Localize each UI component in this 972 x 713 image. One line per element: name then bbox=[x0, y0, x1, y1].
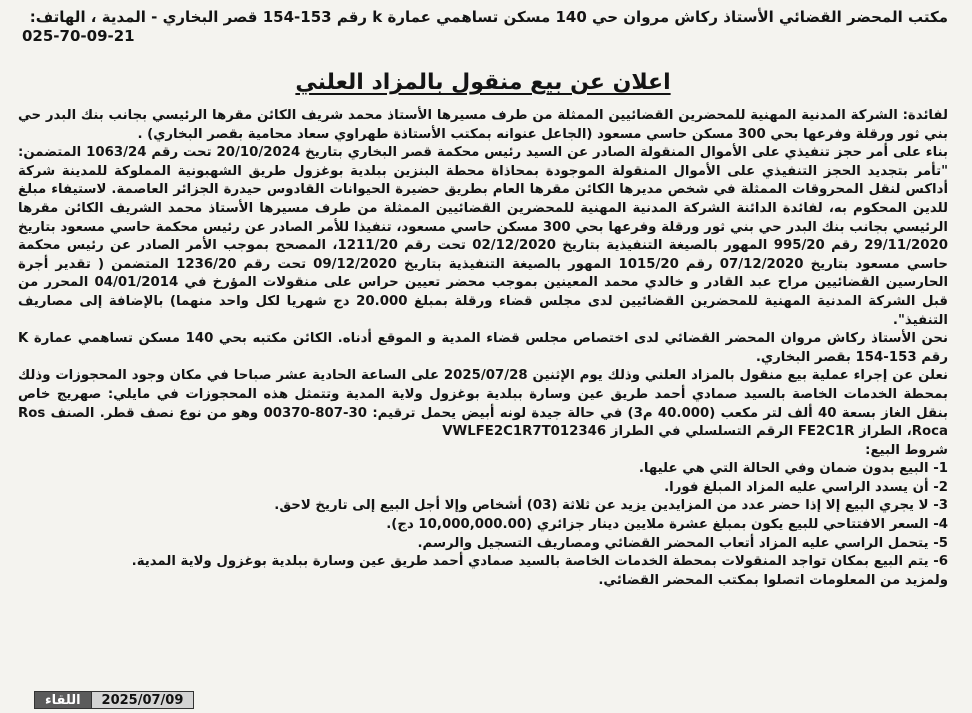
office-phone: 025-70-09-21 bbox=[22, 27, 135, 45]
conditions-title: شروط البيع: bbox=[865, 442, 948, 458]
closing-note: ولمزيد من المعلومات اتصلوا بمكتب المحضر القضائي. bbox=[598, 572, 948, 588]
office-header: مكتب المحضر القضائي الأستاذ ركاش مروان حي 140 مسكن تساهمي عمارة k رقم 153-154 قصر البخاري - المدية ، الهاتف: bbox=[29, 8, 948, 26]
announcement-body bbox=[18, 107, 948, 442]
newspaper-footer bbox=[34, 691, 194, 709]
condition-item: 4- السعر الافتتاحي للبيع يكون بمبلغ عشرة ملايين دينار جزائري (10,000,000.00 دج). bbox=[386, 517, 948, 533]
condition-item: 1- البيع بدون ضمان وفي الحالة التي هي عليها. bbox=[638, 461, 948, 477]
paragraph-seizure-order: بناء على أمر حجز تنفيذي على الأموال المنقولة الصادر عن السيد رئيس محكمة قصر البخاري بتاريخ 20/10/2024 تحت رقم 1063/24 المتضمن: "تأمر بتجديد الحجز التنفيذي على الأموال المنقولة الموجودة بمحاذاة محطة البنزين ببلدية بوغزول طريق الشهبونية المملوكة للمدينة شركة أداكس لنقل المحروقات الممثلة في شخص مديرها الكائن مقرها العام بطريق حضيرة الحيوانات القادوس حيدرة الجزائر العاصمة. لاستيفاء مبلغ للدين المحكوم به، لفائدة الدائنة الشركة المدنية المهنية للمحضرين القضائيين الممثلة من طرف مسيرها الأستاذ محمد الشريف الكائن مقرها الرئيسي بجانب بنك البدر حي بني ثور ورقلة وفرعها بحي 300 مسكن حاسي مسعود، تنفيذا للأمر الصادر عن رئيس محكمة حاسي مسعود بتاريخ 29/11/2020 رقم 995/20 المهور بالصيغة التنفيذية بتاريخ 02/12/2020 تحت رقم 1211/20، المصحح بموجب الأمر الصادر عن رئيس محكمة حاسي مسعود بتاريخ 07/12/2020 رقم 1015/20 المهور بالصيغة التنفيذية بتاريخ 09/12/2020 تحت رقم 1236/20 المتضمن ( تقدير أجرة الحارسين القضائيين مراح عبد القادر و خالدي محمد المعينين بموجب محضر تعيين حراس على منقولات المؤرخ في 04/01/2014 المحرر من قبل الشركة المدنية المهنية للمحضرين القضائيين لدى مجلس قضاء ورقلة بمبلغ 20.000 دج شهريا لكل واحد منهما) بالإضافة إلى مصاريف التنفيذ". bbox=[18, 145, 949, 328]
condition-item: 3- لا يجري البيع إلا إذا حضر عدد من المزايدين يزيد عن ثلاثة (03) أشخاص وإلا أجل البيع إلى تاريخ لاحق. bbox=[274, 498, 948, 514]
condition-item: 6- يتم البيع بمكان تواجد المنقولات بمحطة الخدمات الخاصة بالسيد صمادي أحمد طريق عين وسارة ببلدية بوغزول ولاية المدية. bbox=[131, 554, 948, 570]
newspaper-name: اللقاء bbox=[34, 691, 92, 709]
paragraph-beneficiary: لفائدة: الشركة المدنية المهنية للمحضرين القضائيين الممثلة من طرف مسيرها الأستاذ محمد شريف الكائن مقرها الرئيسي بجانب بنك البدر حي بني ثور ورقلة وفرعها بحي 300 مسكن حاسي مسعود (الجاعل عنوانه بمكتب الأستاذة طهراوي سعاد محامية بقصر البخاري) . bbox=[18, 108, 948, 142]
announcement-title-text: اعلان عن بيع منقول بالمزاد العلني bbox=[295, 70, 671, 95]
conditions-list bbox=[18, 460, 948, 590]
condition-item: 2- أن يسدد الراسي عليه المزاد المبلغ فورا. bbox=[664, 479, 948, 495]
announcement-title bbox=[18, 70, 948, 95]
publication-date: 2025/07/09 bbox=[92, 691, 195, 709]
condition-item: 5- يتحمل الراسي عليه المزاد أتعاب المحضر القضائي ومصاريف التسجيل والرسم. bbox=[417, 535, 948, 551]
paragraph-sale-notice: نعلن عن إجراء عملية بيع منقول بالمزاد العلني وذلك يوم الإثنين 2025/07/28 على الساعة الحادية عشر صباحا في مكان وجود المحجوزات وذلك بمحطة الخدمات الخاصة بالسيد صمادي أحمد طريق عين وسارة ببلدية بوغزول ولاية المدية وتتمثل هذه المحجوزات في مايلي: صهريج خاص بنقل الغاز بسعة 40 ألف لتر مكعب (40.000 م3) في حالة جيدة لونه أبيض يحمل ترقيم: 30-807-00370 وهو من نوع نصف قطر. الصنف Ros Roca، الطراز FE2C1R الرقم التسلسلي في الطراز VWLFE2C1R7T012346 bbox=[18, 368, 948, 440]
paragraph-bailiff: نحن الأستاذ ركاش مروان المحضر القضائي لدى اختصاص مجلس قضاء المدية و الموقع أدناه. الكائن مكتبه بحي 140 مسكن تساهمي عمارة K رقم 153-154 بقصر البخاري. bbox=[18, 331, 948, 365]
